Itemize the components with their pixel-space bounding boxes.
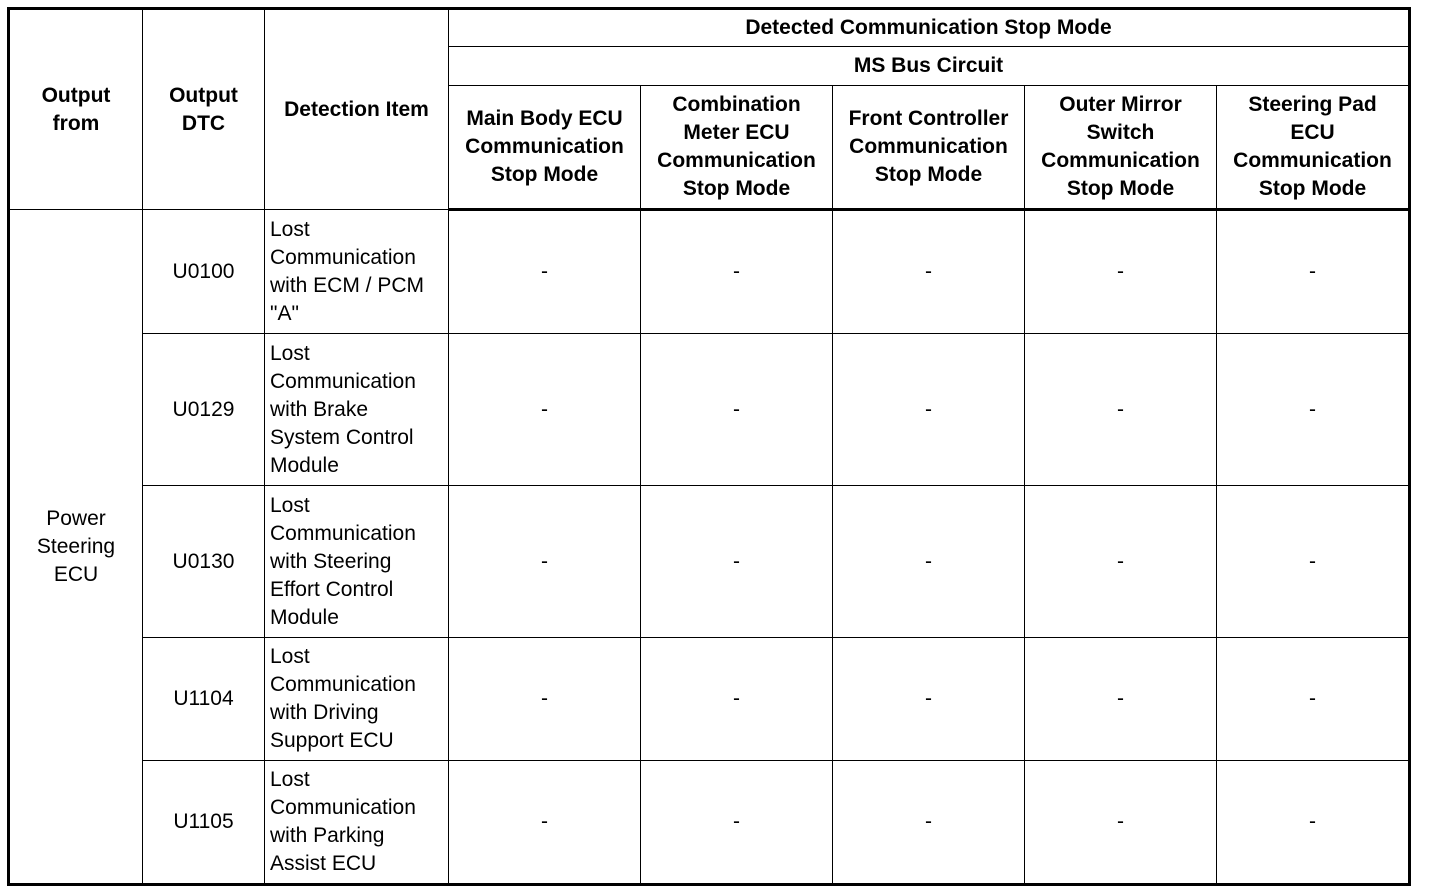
table-row <box>9 334 1410 486</box>
mode-cell: - <box>641 210 833 334</box>
table-row <box>9 761 1410 885</box>
mode-cell: - <box>449 486 641 638</box>
dtc-code-cell: U1104 <box>143 638 265 761</box>
header-row-1 <box>9 9 1410 47</box>
header-detection-item: Detection Item <box>265 9 449 210</box>
mode-cell: - <box>449 638 641 761</box>
dtc-code-cell: U0100 <box>143 210 265 334</box>
mode-cell: - <box>1217 210 1410 334</box>
mode-cell: - <box>833 638 1025 761</box>
dtc-code-cell: U0129 <box>143 334 265 486</box>
header-ms-bus-circuit: MS Bus Circuit <box>449 47 1410 86</box>
mode-cell: - <box>1217 334 1410 486</box>
mode-cell: - <box>641 761 833 885</box>
mode-cell: - <box>641 334 833 486</box>
dtc-code-cell: U0130 <box>143 486 265 638</box>
mode-cell: - <box>1025 486 1217 638</box>
detection-item-cell: Lost Communication with Driving Support ECU <box>265 638 449 761</box>
mode-cell: - <box>1025 638 1217 761</box>
dtc-table <box>7 7 1411 886</box>
mode-cell: - <box>833 486 1025 638</box>
table-row <box>9 210 1410 334</box>
output-from-cell: Power Steering ECU <box>9 210 143 885</box>
detection-item-cell: Lost Communication with Brake System Control Module <box>265 334 449 486</box>
header-mode-steering-pad: Steering Pad ECU Communication Stop Mode <box>1217 86 1410 210</box>
table-row <box>9 486 1410 638</box>
mode-cell: - <box>641 486 833 638</box>
mode-cell: - <box>1025 210 1217 334</box>
header-output-dtc: Output DTC <box>143 9 265 210</box>
header-output-from: Output from <box>9 9 143 210</box>
mode-cell: - <box>1025 334 1217 486</box>
table-row <box>9 638 1410 761</box>
header-mode-outer-mirror: Outer Mirror Switch Communication Stop Mode <box>1025 86 1217 210</box>
dtc-code-cell: U1105 <box>143 761 265 885</box>
mode-cell: - <box>449 210 641 334</box>
mode-cell: - <box>449 334 641 486</box>
header-mode-main-body: Main Body ECU Communication Stop Mode <box>449 86 641 210</box>
mode-cell: - <box>1217 638 1410 761</box>
mode-cell: - <box>641 638 833 761</box>
detection-item-cell: Lost Communication with Parking Assist ECU <box>265 761 449 885</box>
mode-cell: - <box>1025 761 1217 885</box>
header-mode-combination-meter: Combination Meter ECU Communication Stop Mode <box>641 86 833 210</box>
mode-cell: - <box>1217 486 1410 638</box>
mode-cell: - <box>833 761 1025 885</box>
mode-cell: - <box>1217 761 1410 885</box>
header-mode-front-controller: Front Controller Communication Stop Mode <box>833 86 1025 210</box>
mode-cell: - <box>449 761 641 885</box>
detection-item-cell: Lost Communication with ECM / PCM "A" <box>265 210 449 334</box>
header-detected-stop-mode: Detected Communication Stop Mode <box>449 9 1410 47</box>
detection-item-cell: Lost Communication with Steering Effort Control Module <box>265 486 449 638</box>
mode-cell: - <box>833 210 1025 334</box>
mode-cell: - <box>833 334 1025 486</box>
